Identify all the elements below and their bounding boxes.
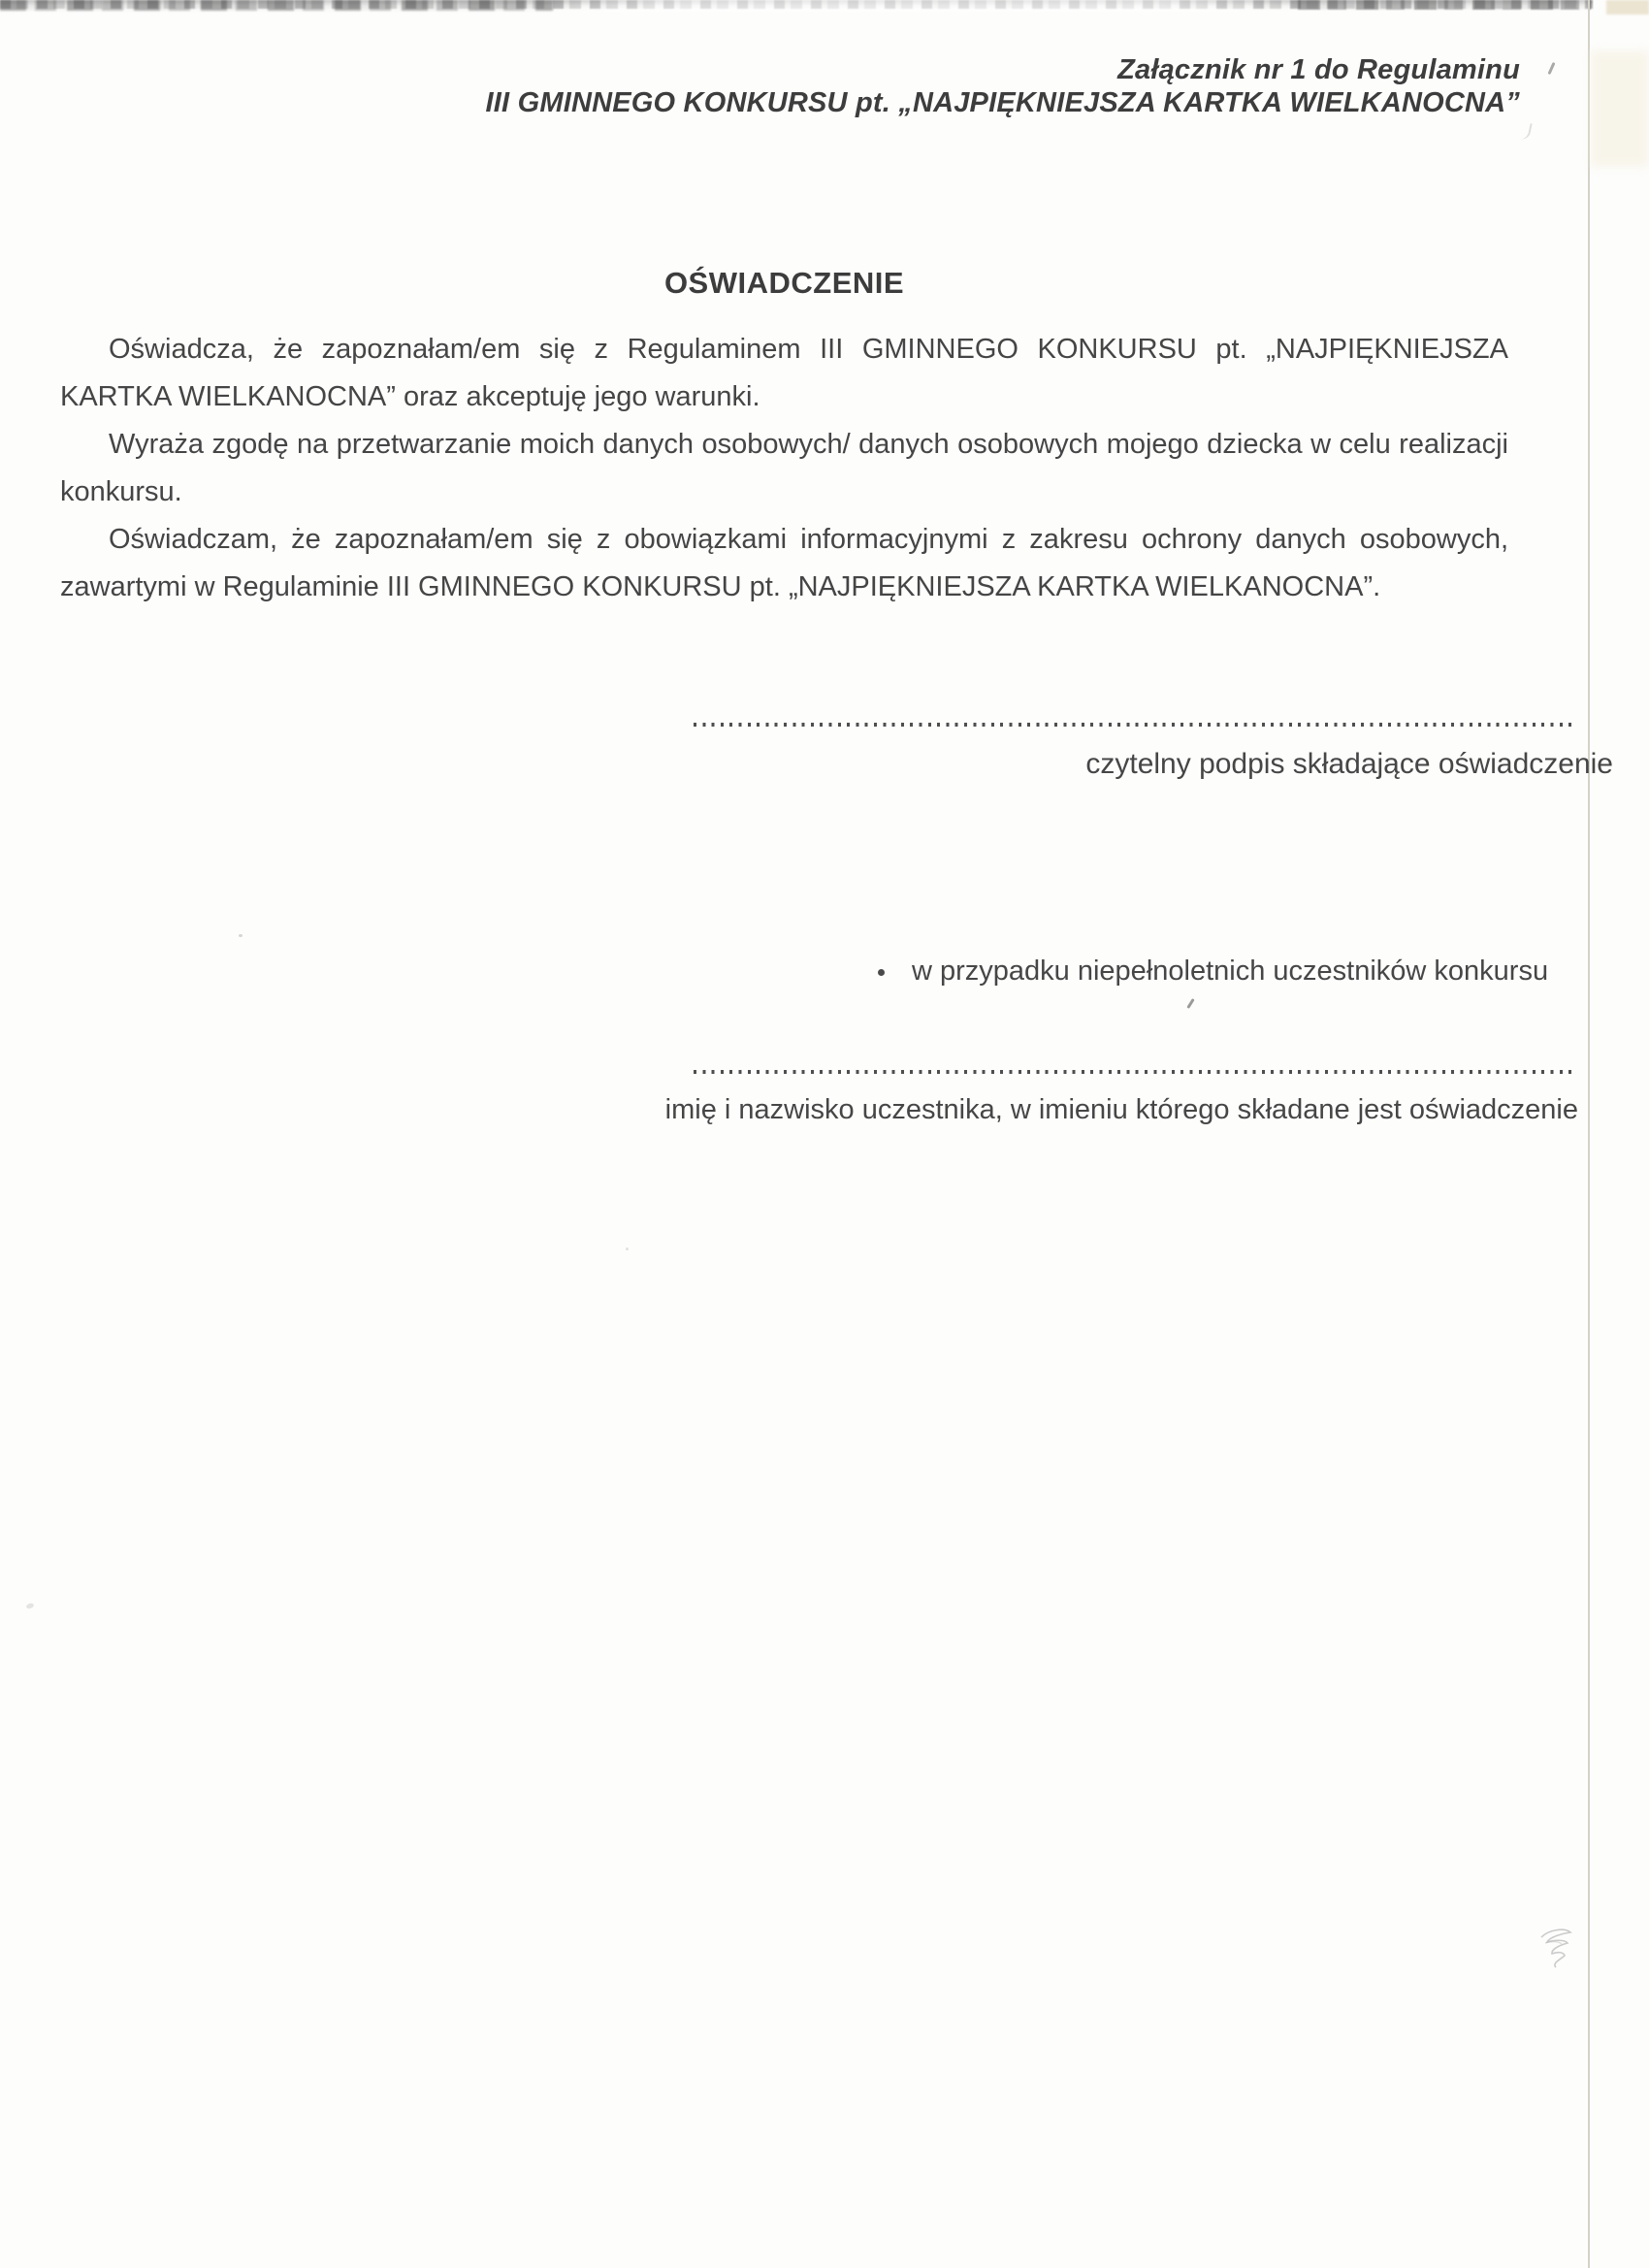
document-title: OŚWIADCZENIE bbox=[663, 266, 905, 300]
signature-caption: czytelny podpis składające oświadczenie bbox=[1085, 748, 1613, 780]
scan-speck bbox=[25, 1603, 34, 1609]
declaration-paragraph: Oświadczam, że zapoznałam/em się z obowiązkami informacyjnymi z zakresu ochrony danych osobowych, zawartymi w Regulaminie III GMINNEGO KONKURSU pt. „NAJPIĘKNIEJSZA KARTKA WIELKANOCNA”. bbox=[60, 524, 1508, 602]
declaration-body bbox=[60, 326, 1508, 611]
declaration-paragraph: Oświadcza, że zapoznałam/em się z Regulaminem III GMINNEGO KONKURSU pt. „NAJPIĘKNIEJSZA KARTKA WIELKANOCNA” oraz akceptuję jego warunki. bbox=[60, 334, 1508, 412]
scan-pencil-scribble bbox=[1536, 1924, 1580, 1979]
signature-dotted-line bbox=[694, 723, 1576, 727]
scan-edge-line bbox=[1588, 0, 1590, 2268]
scan-speck bbox=[239, 934, 242, 937]
scan-artifact-top-edge-right bbox=[1298, 0, 1591, 10]
minor-participants-note-text: w przypadku niepełnoletnich uczestników konkursu bbox=[912, 956, 1549, 987]
attachment-reference-line: Załącznik nr 1 do Regulaminu bbox=[1117, 54, 1520, 85]
minor-participants-note bbox=[0, 956, 1649, 994]
contest-reference-line: III GMINNEGO KONKURSU pt. „NAJPIĘKNIEJSZA KARTKA WIELKANOCNA” bbox=[485, 87, 1520, 118]
declaration-paragraph: Wyraża zgodę na przetwarzanie moich danych osobowych/ danych osobowych mojego dziecka w celu realizacji konkursu. bbox=[60, 429, 1508, 507]
scan-mark-comma bbox=[1517, 121, 1532, 141]
bullet-icon bbox=[878, 969, 885, 976]
scan-mark-tick bbox=[1186, 998, 1194, 1009]
scan-artifact-side-patch bbox=[1591, 50, 1649, 167]
scan-mark-apostrophe bbox=[1547, 62, 1555, 75]
attachment-reference bbox=[486, 53, 1520, 119]
participant-name-caption: imię i nazwisko uczestnika, w imieniu którego składane jest oświadczenie bbox=[664, 1094, 1578, 1125]
scan-artifact-top-edge-fade bbox=[543, 0, 1300, 12]
participant-name-dotted-line bbox=[694, 1070, 1576, 1074]
scan-artifact-top-edge-left bbox=[0, 0, 553, 11]
scan-artifact-corner-patch bbox=[1606, 0, 1649, 15]
scan-speck bbox=[626, 1247, 629, 1250]
